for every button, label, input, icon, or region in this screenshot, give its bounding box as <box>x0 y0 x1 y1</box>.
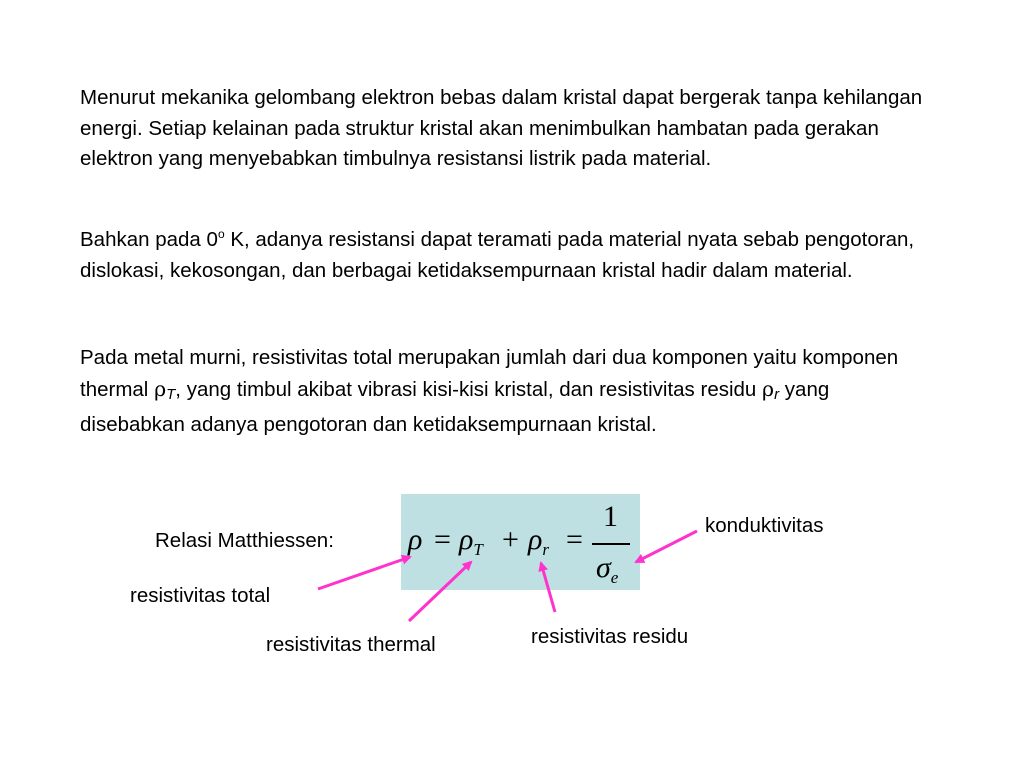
rho-thermal-subscript: T <box>166 385 176 403</box>
p2-after: K, adanya resistansi dapat teramati pada material nyata sebab pengotoran, dislokasi, kekosongan, dan berbagai ketidaksempurnaan kristal hadir dalam material. <box>80 228 915 282</box>
equation-equals-1: = <box>434 523 451 556</box>
resistivitas-thermal-label: resistivitas thermal <box>266 633 436 656</box>
paragraph-electron-wave: Menurut mekanika gelombang elektron bebas dalam kristal dapat bergerak tanpa kehilangan energi. Setiap kelainan pada struktur kristal akan menimbulkan hambatan pada gerakan elektron yang menyebabkan timbulnya resistansi listrik pada material. <box>80 86 923 170</box>
equation-equals-2: = <box>566 523 583 556</box>
degree-superscript: o <box>217 227 225 241</box>
resistivitas-total-label: resistivitas total <box>130 584 271 607</box>
sigma: σ <box>596 551 611 584</box>
paragraph-pure-metal <box>80 343 930 441</box>
matthiessen-relation-label: Relasi Matthiessen: <box>155 529 334 552</box>
rho-total: ρ <box>408 523 423 556</box>
subscript-r: r <box>542 540 550 559</box>
p3-part3: yang disebabkan adanya pengotoran dan ketidaksempurnaan kristal. <box>80 377 830 436</box>
rho-T: ρ <box>459 523 474 556</box>
fraction-numerator: 1 <box>603 500 618 533</box>
equation-plus: + <box>502 523 519 556</box>
equation-rho-residu <box>528 523 549 560</box>
subscript-T: T <box>473 540 483 559</box>
rho-residu-symbol: ρ <box>762 376 775 401</box>
rho-r: ρ <box>528 523 543 556</box>
arrow-to-conductivity <box>636 531 697 562</box>
p3-part2: , yang timbul akibat vibrasi kisi-kisi kristal, dan resistivitas residu <box>175 377 763 401</box>
rho-thermal-symbol: ρ <box>154 376 167 401</box>
p2-before: Bahkan pada 0 <box>80 228 218 251</box>
resistivitas-residu-label: resistivitas residu <box>531 625 689 648</box>
p3-part1: Pada metal murni, resistivitas total merupakan jumlah dari dua komponen yaitu komponen thermal <box>80 346 899 401</box>
subscript-e: e <box>610 568 619 587</box>
paragraph-zero-kelvin <box>80 225 930 286</box>
konduktivitas-label: konduktivitas <box>705 514 824 537</box>
fraction-line <box>592 543 630 545</box>
rho-residu-subscript: r <box>774 385 780 403</box>
arrow-to-rho-total <box>318 557 410 589</box>
equation-rho-thermal <box>459 523 483 560</box>
fraction-denominator <box>596 551 618 588</box>
equation-rho <box>408 523 422 557</box>
